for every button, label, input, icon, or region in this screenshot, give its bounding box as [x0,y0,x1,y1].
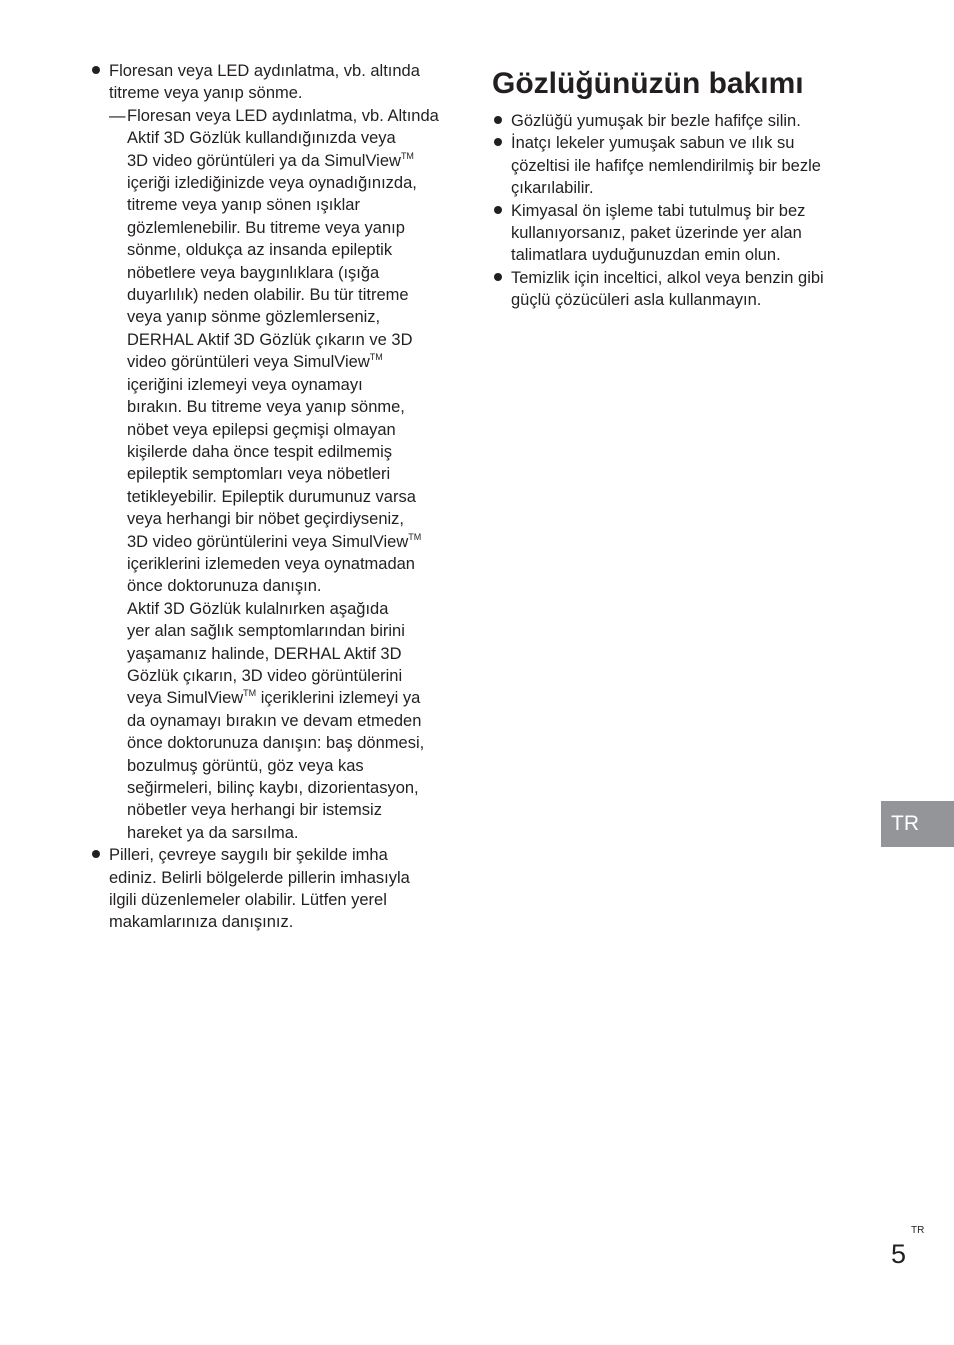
text-line [127,351,462,373]
text-line: epileptik semptomları veya nöbetleri [127,465,391,484]
text-line: nöbetler veya herhangi bir istemsiz [127,801,382,820]
text-line: bozulmuş görüntü, göz veya kas [127,756,364,775]
text-line: kullanıyorsanız, paket üzerinde yer alan [511,224,802,243]
text-line: Floresan veya LED aydınlatma, vb. Altında [127,106,439,125]
list-item [492,200,867,267]
text-line: veya herhangi bir nöbet geçirdiyseniz, [127,510,404,529]
text-line: veya yanıp sönme gözlemlerseniz, [127,308,381,327]
bullet-icon [92,66,100,74]
right-column [492,64,867,312]
section-heading: Gözlüğünüzün bakımı [492,67,804,100]
list-item-batteries [90,844,462,934]
text-line: ilgili düzenlemeler olabilir. Lütfen yerel [109,891,387,910]
text-line: duyarlılık) neden olabilir. Bu tür titreme [127,286,409,305]
trademark-mark: TM [369,352,383,363]
text-segment: 3D video görüntülerini veya SimulView [127,532,409,551]
list-item [492,267,867,312]
trademark-mark: TM [408,531,422,542]
trademark-mark: TM [400,150,414,161]
text-line: Pilleri, çevreye saygılı bir şekilde imha [109,846,388,865]
text-line: çözeltisi ile hafifçe nemlendirilmiş bir bezle [511,156,821,175]
text-line: Temizlik için inceltici, alkol veya benzin gibi [511,268,824,287]
text-line: Aktif 3D Gözlük kulalnırken aşağıda [127,599,389,618]
page-number: 5 [891,1239,907,1269]
text-line [127,687,462,709]
text-line [127,531,462,553]
text-line: gözlemlenebilir. Bu titreme veya yanıp [127,218,405,237]
text-line: tetikleyebilir. Epileptik durumunuz varsa [127,487,416,506]
list-item [492,132,867,199]
text-line: Gözlük çıkarın, 3D video görüntülerini [127,666,403,685]
list-item-flicker [90,60,462,844]
text-line: ediniz. Belirli bölgelerde pillerin imhasıyla [109,868,410,887]
text-line: titreme veya yanıp sönme. [109,84,303,103]
text-line: yer alan sağlık semptomlarından birini [127,622,405,641]
text-segment: video görüntüleri veya SimulView [127,353,370,372]
text-segment: içeriklerini izlemeyi ya [256,689,421,708]
text-line: talimatlara uyduğunuzdan emin olun. [511,246,781,265]
text-line: nöbetlere veya baygınlıklara (ışığa [127,263,380,282]
text-line: Aktif 3D Gözlük kullandığınızda veya [127,129,396,148]
text-line: sönme, oldukça az insanda epileptik [127,241,393,260]
text-line: içeriklerini izlemeden veya oynatmadan [127,554,415,573]
text-line: önce doktorunuza danışın: baş dönmesi, [127,734,425,753]
text-line: önce doktorunuza danışın. [127,577,322,596]
text-line: bırakın. Bu titreme veya yanıp sönme, [127,398,405,417]
text-line: Gözlüğü yumuşak bir bezle hafifçe silin. [511,112,801,130]
care-list [492,110,867,312]
text-line: içeriği izlediğinizde veya oynadığınızda, [127,174,417,193]
bullet-icon [494,138,502,146]
text-line: titreme veya yanıp sönen ışıklar [127,196,360,215]
text-segment: 3D video görüntüleri ya da SimulView [127,151,401,170]
text-line: içeriğini izlemeyi veya oynamayı [127,375,363,394]
left-column [90,60,462,934]
text-line: da oynamayı bırakın ve devam etmeden [127,711,422,730]
language-tab: TR [881,801,954,847]
text-line [127,150,462,172]
text-line: Kimyasal ön işleme tabi tutulmuş bir bez [511,201,806,220]
text-line: yaşamanız halinde, DERHAL Aktif 3D [127,644,402,663]
bullet-icon [92,850,100,858]
text-line: hareket ya da sarsılma. [127,823,299,842]
text-line: çıkarılabilir. [511,179,594,198]
text-line: güçlü çözücüleri asla kullanmayın. [511,291,762,310]
trademark-mark: TM [243,688,257,699]
dash-icon: — [109,106,126,125]
text-line: DERHAL Aktif 3D Gözlük çıkarın ve 3D [127,330,413,349]
sub-item-flicker-details [109,105,462,844]
warning-list [90,60,462,934]
text-line: kişilerde daha önce tespit edilmemiş [127,442,393,461]
list-item [492,110,867,132]
text-segment: veya SimulView [127,689,244,708]
text-line: Floresan veya LED aydınlatma, vb. altında [109,62,420,80]
text-line: makamlarınıza danışınız. [109,913,294,932]
text-line: seğirmeleri, bilinç kaybı, dizorientasyon, [127,779,419,797]
bullet-icon [494,273,502,281]
bullet-icon [494,206,502,214]
text-line: nöbet veya epilepsi geçmişi olmayan [127,420,396,439]
page-language-label: TR [911,1225,925,1236]
bullet-icon [494,116,502,124]
text-line: İnatçı lekeler yumuşak sabun ve ılık su [511,134,795,153]
